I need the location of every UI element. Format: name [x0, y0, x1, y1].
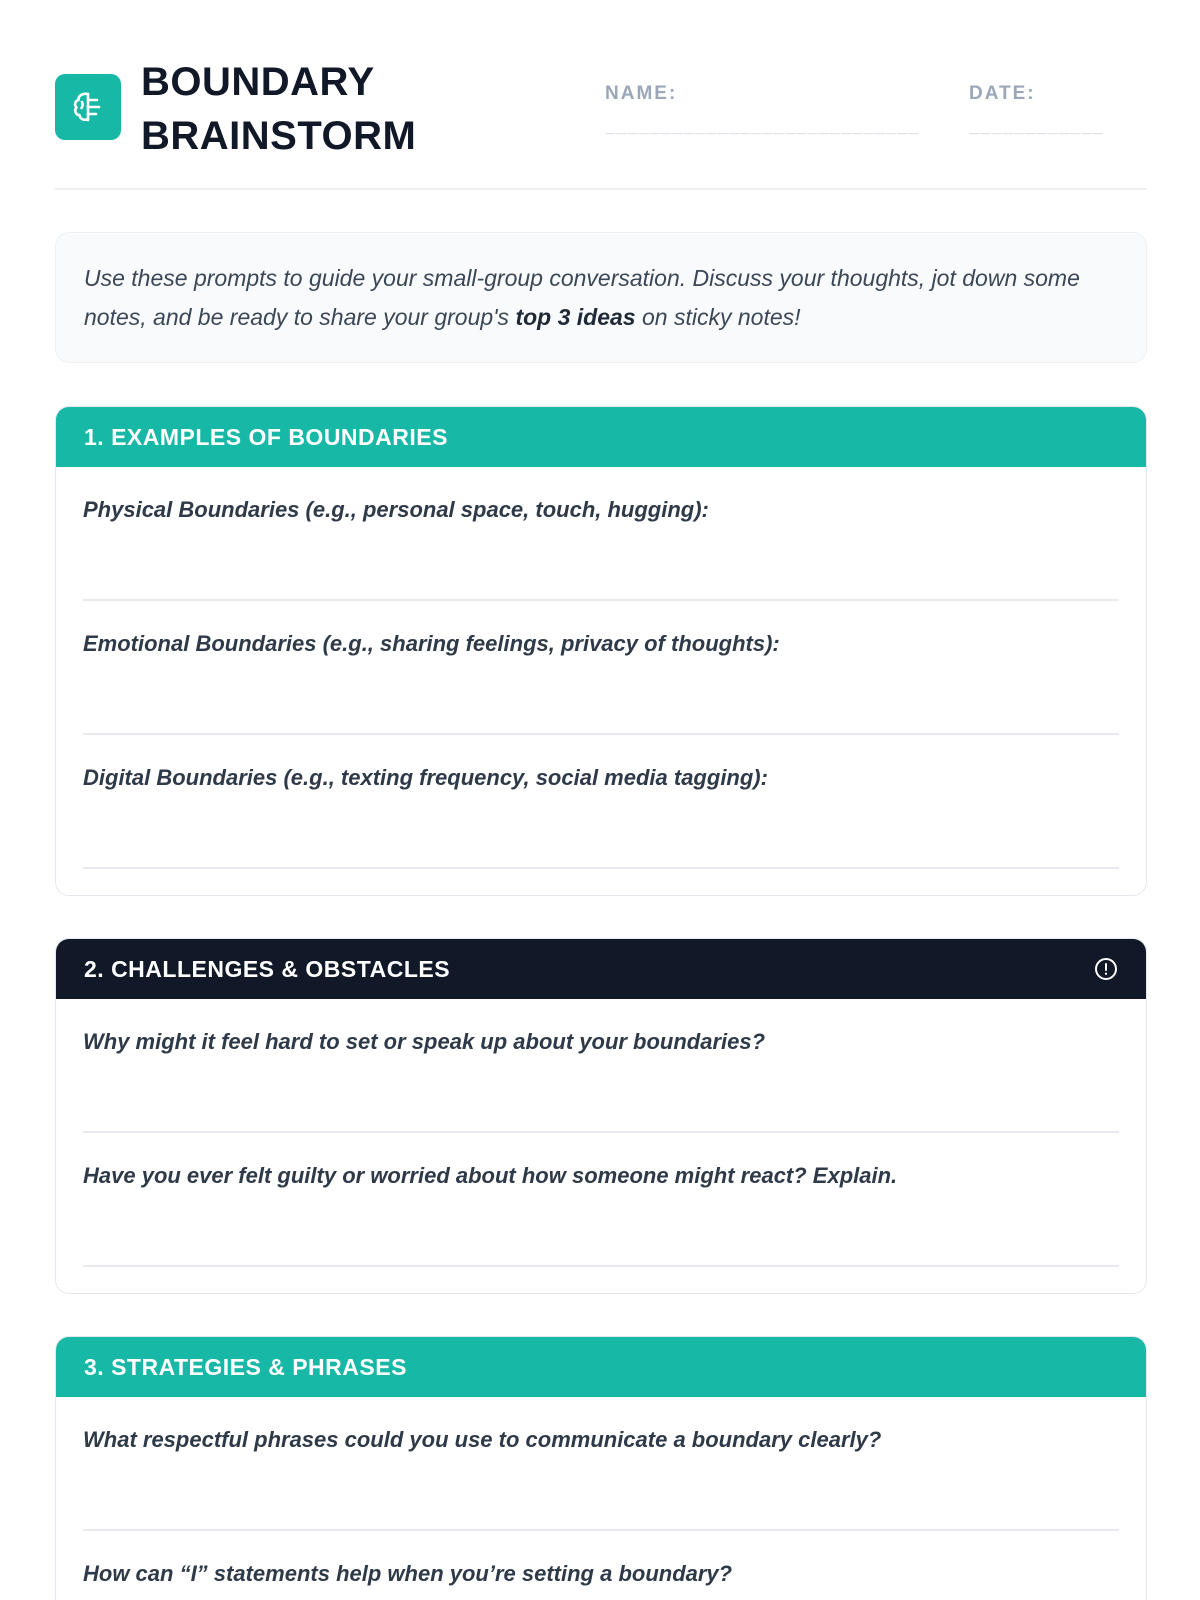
prompt-physical-boundaries[interactable] [83, 467, 1119, 601]
prompt-why-hard[interactable] [83, 999, 1119, 1133]
date-write-line[interactable]: ____________ [969, 115, 1104, 135]
section-title: 3. STRATEGIES & PHRASES [84, 1353, 407, 1380]
prompt-text: Have you ever felt guilty or worried about how someone might react? Explain. [83, 1163, 898, 1188]
name-field[interactable] [605, 83, 920, 135]
date-field[interactable] [969, 83, 1104, 135]
prompt-text: Digital Boundaries (e.g., texting frequency, social media tagging): [83, 765, 768, 790]
section-header [56, 407, 1146, 467]
section-header [56, 939, 1146, 999]
worksheet-header [55, 55, 1147, 190]
title-line-2: BRAINSTORM [141, 114, 417, 158]
section-challenges-obstacles [55, 938, 1147, 1294]
prompt-text: Physical Boundaries (e.g., personal space, touch, hugging): [83, 497, 709, 522]
section-header [56, 1337, 1146, 1397]
title-line-1: BOUNDARY [141, 60, 375, 104]
prompt-text: Why might it feel hard to set or speak up about your boundaries? [83, 1029, 766, 1054]
prompt-respectful-phrases[interactable] [83, 1397, 1119, 1531]
intro-text: Use these prompts to guide your small-group conversation. Discuss your thoughts, jot down some notes, and be ready to share your group's [84, 265, 1080, 330]
brain-icon [55, 74, 121, 140]
intro-text-end: on sticky notes! [635, 304, 801, 330]
alert-circle-icon [1094, 957, 1118, 981]
name-label: NAME: [605, 83, 678, 104]
prompt-text: Emotional Boundaries (e.g., sharing feelings, privacy of thoughts): [83, 631, 780, 656]
section-examples-of-boundaries [55, 406, 1147, 896]
intro-instructions [55, 232, 1147, 363]
name-write-line[interactable]: ____________________________ [605, 115, 920, 135]
prompt-text: What respectful phrases could you use to communicate a boundary clearly? [83, 1427, 882, 1452]
page-title [141, 55, 416, 163]
intro-highlight: top 3 ideas [515, 304, 636, 330]
prompt-felt-guilty[interactable] [83, 1133, 1119, 1267]
date-label: DATE: [969, 83, 1036, 104]
section-title: 1. EXAMPLES OF BOUNDARIES [84, 423, 448, 450]
section-title: 2. CHALLENGES & OBSTACLES [84, 955, 451, 982]
prompt-text: How can “I” statements help when you’re setting a boundary? [83, 1561, 733, 1586]
prompt-emotional-boundaries[interactable] [83, 601, 1119, 735]
section-strategies-phrases [55, 1336, 1147, 1600]
prompt-i-statements[interactable] [83, 1531, 1119, 1600]
prompt-digital-boundaries[interactable] [83, 735, 1119, 869]
